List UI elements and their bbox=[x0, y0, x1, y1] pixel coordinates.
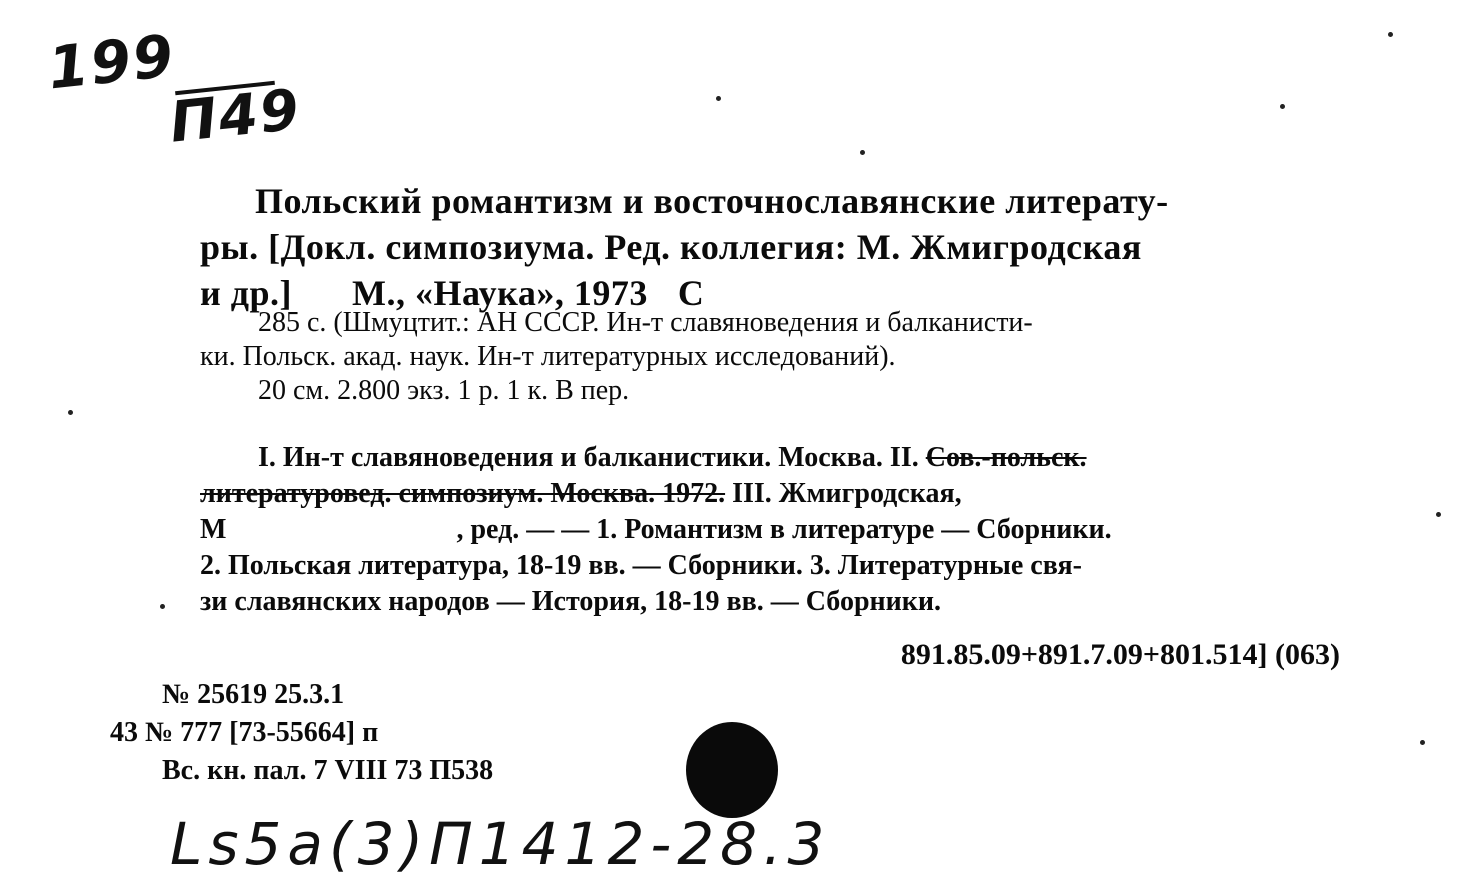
notes-line-3-start: М bbox=[200, 514, 227, 545]
notes-line-3-end: , ред. — — 1. Романтизм в литературе — Сборники. bbox=[456, 514, 1112, 545]
struck-text-1: Сов.-польск. bbox=[925, 442, 1087, 473]
title-block bbox=[200, 178, 1340, 316]
classification-code: 891.85.09+891.7.09+801.514] (063) bbox=[900, 638, 1340, 671]
physical-description bbox=[200, 306, 1340, 408]
notes-line-2-end: III. Жмигродская, bbox=[732, 478, 962, 509]
notes-line-2 bbox=[200, 476, 1340, 512]
title-line-3-start: и др.] bbox=[200, 273, 292, 313]
notes-line-4: 2. Польская литература, 18-19 вв. — Сборники. 3. Литературные свя- bbox=[200, 550, 1082, 581]
notes-line-3 bbox=[200, 512, 1340, 548]
notes-line-1 bbox=[200, 440, 1340, 476]
publisher-letter: С bbox=[677, 273, 705, 313]
handwritten-subnumber: П49 bbox=[166, 77, 304, 156]
title-line-2: ры. [Докл. симпозиума. Ред. коллегия: М. Жмигродская bbox=[200, 227, 1142, 267]
print-info-line-3: Вс. кн. пал. 7 VIII 73 П538 bbox=[162, 755, 494, 786]
notes-line-1-start: I. Ин-т славяноведения и балканистики. Москва. II. bbox=[258, 442, 919, 473]
ink-speck bbox=[1388, 32, 1393, 37]
ink-speck bbox=[860, 150, 865, 155]
desc-line-3: 20 см. 2.800 экз. 1 р. 1 к. В пер. bbox=[258, 375, 630, 406]
ink-speck bbox=[1280, 104, 1285, 109]
subject-notes bbox=[200, 440, 1340, 620]
print-info-line-1: № 25619 25.3.1 bbox=[162, 679, 345, 710]
print-info bbox=[110, 676, 493, 790]
ink-speck bbox=[716, 96, 721, 101]
ink-speck bbox=[160, 604, 165, 609]
print-info-line-2: 43 № 777 [73-55664] п bbox=[110, 717, 379, 748]
notes-line-5: зи славянских народов — История, 18-19 вв. — Сборники. bbox=[200, 586, 942, 617]
title-line-1: Польский романтизм и восточнославянские литерату- bbox=[255, 181, 1169, 221]
ink-speck bbox=[1436, 512, 1441, 517]
ink-blot bbox=[686, 722, 778, 818]
struck-text-2: литературовед. симпозиум. Москва. 1972. bbox=[200, 478, 726, 509]
publisher: М., «Наука», 1973 bbox=[351, 273, 648, 313]
ink-speck bbox=[68, 410, 73, 415]
ink-speck bbox=[1420, 740, 1425, 745]
handwritten-shelf-code: Ls5a(3)П1412-28.3 bbox=[170, 810, 831, 878]
desc-line-1: 285 с. (Шмуцтит.: АН СССР. Ин-т славяноведения и балканисти- bbox=[258, 307, 1033, 338]
desc-line-2: ки. Польск. акад. наук. Ин-т литературных исследований). bbox=[200, 341, 896, 372]
handwritten-number: 199 bbox=[44, 21, 179, 103]
